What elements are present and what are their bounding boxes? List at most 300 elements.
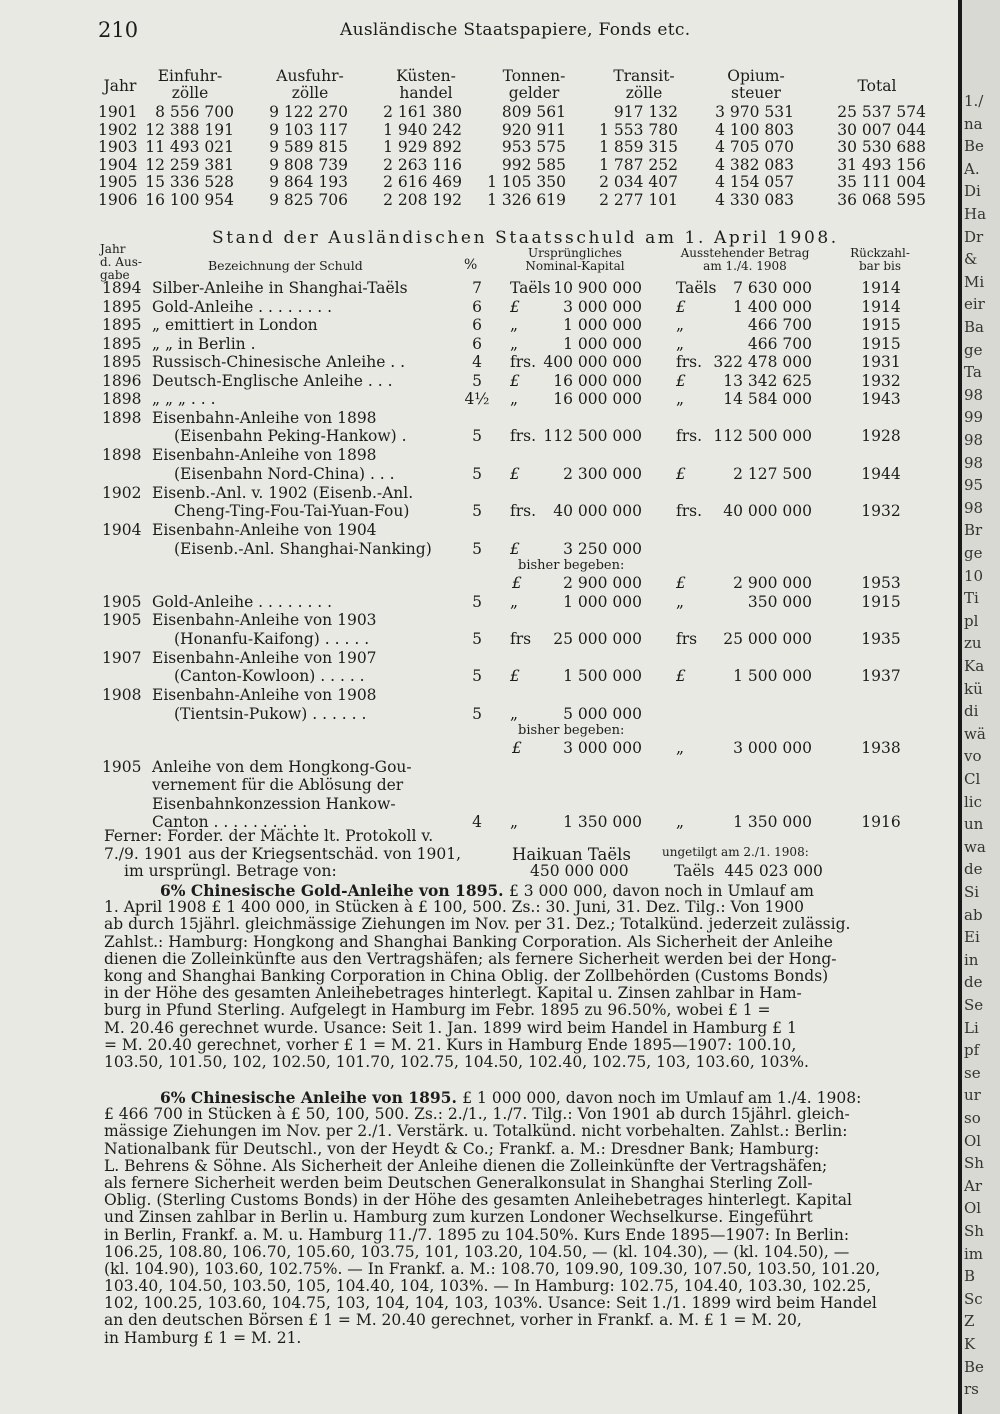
revenue-cell: 992 585 [501,155,566,174]
paragraph-line: Nationalbank für Deutschl., von der Heydt & Co.; Frankf. a. M.: Dresdner Bank; Hamburg: [104,1139,820,1158]
revenue-header-import: Einfuhr- zölle [157,67,223,102]
debt-row-percent: 5 [472,371,482,390]
revenue-cell: 2 263 116 [383,155,462,174]
revenue-cell: 4 154 057 [715,173,794,192]
revenue-cell: 2 616 469 [383,173,462,192]
debt-row-repayable: 1937 [861,667,901,685]
debt-row-repayable: 1943 [861,390,901,408]
adjacent-page-fragment: Ha [964,205,987,223]
debt-row-repayable: 1932 [861,371,901,390]
debt-header-name: Bezeichnung der Schuld [208,258,363,273]
debt-row-currency-out: £ [676,667,686,685]
debt-row-currency-out: £ [676,464,686,483]
debt-row-repayable: 1944 [861,464,901,483]
adjacent-page-fragment: so [964,1109,981,1127]
adjacent-page-fragment: Sc [964,1289,983,1308]
paragraph-line: 6% Chinesische Gold-Anleihe von 1895. £ 3 000 000, davon noch in Umlauf am [160,881,814,900]
adjacent-page-fragment: pl [964,611,979,630]
debt-row-name: Eisenbahn-Anleihe von 1907 [152,648,377,667]
debt-row-currency-out: „ [676,390,685,408]
debt-row-outstanding: 2 900 000 [733,573,812,592]
adjacent-page-fragment: A. [964,159,980,178]
debt-row-name: Eisenbahn-Anleihe von 1904 [152,521,377,539]
debt-row-outstanding: 7 630 000 [733,279,812,297]
adjacent-page-fragment: Cl [964,770,981,788]
adjacent-page-fragment: Be [964,137,984,156]
debt-row-currency-out: „ [676,592,685,611]
debt-row-name: „ „ „ . . . [152,390,216,408]
adjacent-page-fragment: Ei [964,928,980,947]
debt-row-note: bisher begeben: [518,722,625,738]
debt-row-repayable: 1953 [861,573,901,592]
adjacent-page-fragment: eir [964,295,985,314]
revenue-cell: 30 007 044 [837,120,926,139]
adjacent-page-fragment: 98 [964,385,984,404]
debt-row-name: (Honanfu-Kaifong) . . . . . [174,629,370,648]
revenue-cell: 11 493 021 [145,138,234,157]
debt-row-currency-out: frs. [676,427,703,445]
debt-row-outstanding: 2 127 500 [733,464,812,483]
paragraph-heading: 6% Chinesische Gold-Anleihe von 1895. [160,881,509,900]
debt-row-name: (Tientsin-Pukow) . . . . . . [174,704,367,723]
debt-row-year: 1895 [102,297,142,316]
debt-row-currency-issued: £ [512,573,522,592]
adjacent-page-fragment: Si [964,883,980,901]
loan-1895-paragraph [104,1089,950,1347]
revenue-cell: 12 388 191 [145,120,234,139]
adjacent-page-fragment: Sh [964,1222,984,1240]
adjacent-page-fragment: ge [964,340,983,359]
revenue-cell: 1 929 892 [383,138,462,157]
debt-row-name: (Eisenb.-Anl. Shanghai-Nanking) [174,539,432,558]
debt-row-year: 1894 [102,279,142,297]
paragraph-line: und Zinsen zahlbar in Berlin u. Hamburg zum kurzen Londoner Wechselkurse. Eingeführt [104,1208,813,1227]
debt-row-year: 1907 [102,648,142,667]
debt-row-name: „ emittiert in London [152,316,318,334]
paragraph-line: an den deutschen Börsen £ 1 = M. 20.40 gerechnet, vorher in Frankf. a. M. £ 1 = M. 20, [104,1311,802,1330]
revenue-cell: 1 326 619 [487,191,566,209]
debt-row-year: 1895 [102,353,142,371]
debt-row-name: Eisenbahn-Anleihe von 1898 [152,446,377,464]
revenue-cell: 1 105 350 [487,173,566,192]
haikuan-amount: 450 000 000 [530,862,629,880]
debt-row-currency: „ [510,704,519,723]
debt-row-name: Cheng-Ting-Fou-Tai-Yuan-Fou) [174,502,410,520]
debt-row-year: 1896 [102,371,142,390]
debt-row-currency: frs. [510,502,537,520]
debt-row-year: 1905 [102,611,142,629]
debt-row-percent: 5 [472,629,482,648]
revenue-cell: 2 277 101 [599,191,678,209]
debt-row-percent: 5 [472,667,482,685]
debt-row-currency: frs. [510,427,537,445]
adjacent-page-fragment: Ka [964,657,985,675]
adjacent-page-fragment: 98 [964,498,984,517]
debt-row-outstanding: 40 000 000 [723,502,812,520]
revenue-header-year: Jahr [103,77,137,95]
adjacent-page-fragment: zu [964,634,982,653]
haikuan-label: Haikuan Taëls [512,845,631,864]
debt-row-repayable: 1938 [861,738,901,757]
debt-row-repayable: 1932 [861,502,901,520]
adjacent-page-fragment: wä [964,724,986,743]
adjacent-page-fragment: na [964,114,983,133]
debt-row-name: Eisenbahn-Anleihe von 1903 [152,611,377,629]
debt-row-currency: „ [510,592,519,611]
debt-row-percent: 6 [472,316,482,334]
debt-row-nominal: 112 500 000 [543,427,642,445]
debt-row-currency-out: „ [676,334,685,353]
adjacent-page-fragment: Z [964,1312,975,1331]
adjacent-page-fragment: wa [964,837,986,856]
revenue-cell: 917 132 [613,103,678,121]
adjacent-page-fragment: se [964,1063,981,1082]
adjacent-page-fragment: Sh [964,1154,984,1173]
adjacent-page-fragment: ur [964,1086,981,1105]
adjacent-page-fragment: B [964,1267,976,1286]
paragraph-line: 103.40, 104.50, 103.50, 105, 104.40, 104, 103%. — In Hamburg: 102.75, 104.40, 103.30, 102.25, [104,1277,872,1296]
paragraph-line: kong and Shanghai Banking Corporation in China Oblig. der Zollbehörden (Customs Bonds) [104,966,829,985]
revenue-cell: 809 561 [501,103,566,121]
debt-row-year: 1895 [102,334,142,353]
debt-row-currency: „ [510,390,519,408]
revenue-header-tonnage: Tonnen- gelder [502,67,566,102]
revenue-cell: 1 553 780 [599,120,678,139]
debt-row-repayable: 1915 [861,592,901,611]
debt-row-currency-out: „ [676,738,685,757]
revenue-header-coastal: Küsten- handel [396,67,456,102]
debt-row-name: (Eisenbahn Nord-China) . . . [174,464,395,483]
revenue-cell: 953 575 [501,138,566,157]
debt-row-outstanding: 322 478 000 [713,353,812,371]
adjacent-page-fragment: Br [964,521,983,540]
adjacent-page-fragment: Ar [964,1176,983,1195]
debt-row-year: 1898 [102,446,142,464]
revenue-cell: 30 530 688 [837,138,926,157]
revenue-cell: 4 100 803 [715,120,794,139]
debt-row-nominal: 1 000 000 [563,316,642,334]
revenue-header-opium: Opium- steuer [727,67,785,102]
debt-row-repayable: 1928 [861,427,901,445]
debt-row-percent: 6 [472,297,482,316]
debt-row-currency-out: £ [676,297,686,316]
debt-row-percent: 4 [472,813,482,831]
debt-header-nominal: Ursprüngliches Nominal-Kapital [525,246,625,273]
debt-row-percent: 5 [472,539,482,558]
debt-row-name: Eisenb.-Anl. v. 1902 (Eisenb.-Anl. [152,483,414,502]
debt-row-currency: „ [510,316,519,334]
revenue-cell: 9 825 706 [269,191,348,209]
adjacent-page-fragment: Ol [964,1131,982,1150]
debt-row-currency: £ [510,297,520,316]
paragraph-line: als fernere Sicherheit werden beim Deutschen Generalkonsulat in Shanghai Sterling Zoll- [104,1173,813,1192]
revenue-cell: 9 589 815 [269,138,348,157]
revenue-header-total: Total [857,77,897,95]
debt-row-repayable: 1931 [861,353,901,371]
debt-header-repayable: Rückzahl- bar bis [850,246,910,273]
debt-row-repayable: 1935 [861,629,901,648]
revenue-cell: 4 705 070 [715,138,794,157]
debt-row-nominal: 400 000 000 [543,353,642,371]
adjacent-page-fragment: 1./ [964,92,984,110]
debt-row-repayable: 1915 [861,334,901,353]
paragraph-heading: 6% Chinesische Anleihe von 1895. [160,1088,463,1107]
debt-row-currency: „ [510,334,519,353]
debt-row-outstanding: 25 000 000 [723,629,812,648]
adjacent-page-fragment: de [964,973,983,992]
debt-row-percent: 4½ [464,390,490,408]
debt-row-currency-out: £ [676,573,686,592]
adjacent-page-fragment: 99 [964,408,984,427]
revenue-cell: 1 940 242 [383,120,462,139]
debt-row-outstanding: 1 400 000 [733,297,812,316]
debt-row-name: Gold-Anleihe . . . . . . . . [152,297,333,316]
revenue-cell: 9 122 270 [269,103,348,121]
debt-row-year: 1908 [102,686,142,704]
debt-row-currency: frs. [510,353,537,371]
debt-row-currency-out: frs. [676,502,703,520]
debt-row-name: Deutsch-Englische Anleihe . . . [152,371,393,390]
debt-row-year: 1898 [102,408,142,427]
reparations-line-2: 7./9. 1901 aus der Kriegsentschäd. von 1901, [104,845,462,863]
debt-row-name: (Canton-Kowloon) . . . . . [174,667,365,685]
debt-row-percent: 5 [472,592,482,611]
adjacent-page-fragment: im [964,1244,984,1263]
debt-row-nominal: 25 000 000 [553,629,642,648]
adjacent-page-fragment: Ba [964,318,984,336]
debt-row-name: Eisenbahn-Anleihe von 1898 [152,408,377,427]
debt-row-name: Canton . . . . . . . . . . [152,813,308,831]
paragraph-line: (kl. 104.90), 103.60, 102.75%. — In Frankf. a. M.: 108.70, 109.90, 109.30, 107.50, 103.50, 101.20, [104,1259,881,1278]
debt-row-percent: 5 [472,464,482,483]
debt-row-repayable: 1916 [861,813,901,831]
paragraph-line: mässige Ziehungen im Nov. per 2./1. Verstärk. u. Totalkünd. nicht vorbehalten. Zahlst.: Berlin: [104,1122,848,1141]
adjacent-page-fragment: ge [964,544,983,562]
debt-header-percent: % [464,257,478,273]
paragraph-line: dienen die Zolleinkünfte aus den Vertragshäfen; als fernere Sicherheit werden bei der Hong- [104,949,837,968]
revenue-cell: 4 330 083 [715,191,794,209]
adjacent-page-fragment: Li [964,1018,979,1037]
adjacent-page-fragment: 10 [964,566,984,585]
revenue-cell: 9 103 117 [269,120,348,139]
adjacent-page-fragment: un [964,815,984,834]
debt-header-year: Jahr d. Aus- gabe [100,242,142,282]
adjacent-page-fragment: ab [964,905,983,924]
adjacent-page-fragment: 98 [964,453,984,472]
adjacent-page-fragment: Se [964,996,984,1014]
debt-row-outstanding: 1 500 000 [733,667,812,685]
paragraph-line: 102, 100.25, 103.60, 104.75, 103, 104, 104, 103, 103%. Usance: Seit 1./1. 1899 wird beim Handel [104,1294,877,1313]
debt-row-currency: £ [510,539,520,558]
adjacent-page-fragment: Ti [964,589,979,608]
debt-row-currency-out: Taëls [676,279,717,297]
ungetilgt-label: ungetilgt am 2./1. 1908: [662,845,809,859]
debt-row-name: Silber-Anleihe in Shanghai-Taëls [152,279,408,297]
revenue-cell: 9 808 739 [269,155,348,174]
paragraph-line: 106.25, 108.80, 106.70, 105.60, 103.75, 101, 103.20, 104.50, — (kl. 104.30), — (kl. 104.50), — [104,1242,850,1261]
revenue-cell: 9 864 193 [269,173,348,192]
debt-row-name: Russisch-Chinesische Anleihe . . [152,353,406,371]
debt-row-percent: 6 [472,334,482,353]
debt-row-percent: 5 [472,704,482,723]
paragraph-line: burg in Pfund Sterling. Aufgelegt in Hamburg im Febr. 1895 zu 96.50%, wobei £ 1 = [104,1001,771,1020]
debt-row-currency-issued: £ [512,738,522,757]
reparations-line-1: Ferner: Forder. der Mächte lt. Protokoll v. [104,827,434,845]
adjacent-page-fragment: de [964,860,983,879]
debt-row-repayable: 1914 [861,297,901,316]
revenue-cell: 1906 [98,191,138,209]
debt-row-repayable: 1914 [861,279,901,297]
debt-row-nominal: 1 350 000 [563,813,642,831]
revenue-cell: 35 111 004 [837,173,926,192]
debt-row-year: 1902 [102,483,142,502]
paragraph-line: £ 466 700 in Stücken à £ 50, 100, 500. Zs.: 2./1., 1./7. Tilg.: Von 1901 ab durch 15jährl. gleich- [104,1105,850,1124]
adjacent-page-fragment: lic [964,792,982,811]
revenue-header-export: Ausfuhr- zölle [276,67,344,102]
adjacent-page-fragment: vo [964,747,982,766]
debt-row-currency-out: £ [676,371,686,390]
paragraph-line: in Berlin, Frankf. a. M. u. Hamburg 11./7. 1895 zu 104.50%. Kurs Ende 1895—1907: In Berlin: [104,1225,850,1244]
page-number: 210 [98,18,139,42]
revenue-cell: 1901 [98,103,138,121]
paragraph-line: in Hamburg £ 1 = M. 21. [104,1328,302,1347]
debt-row-percent: 5 [472,427,482,445]
debt-row-outstanding: 466 700 [747,316,812,334]
revenue-cell: 2 208 192 [383,191,462,209]
debt-row-name: Eisenbahnkonzession Hankow- [152,794,396,813]
debt-row-currency-out: „ [676,316,685,334]
debt-row-year: 1898 [102,390,142,408]
debt-row-currency: £ [510,667,520,685]
debt-row-currency: £ [510,371,520,390]
debt-row-outstanding: 350 000 [747,592,812,611]
paragraph-line: M. 20.46 gerechnet wurde. Usance: Seit 1. Jan. 1899 wird beim Handel in Hamburg £ 1 [104,1018,797,1037]
adjacent-page-fragment: Be [964,1357,984,1376]
debt-row-year: 1904 [102,521,142,539]
debt-row-nominal: 16 000 000 [553,390,642,408]
debt-row-name: (Eisenbahn Peking-Hankow) . [174,427,407,445]
debt-row-nominal: 3 250 000 [563,539,642,558]
debt-row-percent: 4 [472,353,482,371]
debt-row-currency: Taëls [510,279,551,297]
adjacent-page-fragment: Dr [964,227,984,246]
paragraph-line: ab durch 15jährl. gleichmässige Ziehungen im Nov. per 31. Dez.; Totalkünd. jederzeit zulässig. [104,915,851,934]
ungetilgt-amount: Taëls 445 023 000 [674,862,823,880]
revenue-cell: 4 382 083 [715,155,794,174]
debt-row-nominal-issued: 2 900 000 [563,573,642,592]
debt-row-name: Gold-Anleihe . . . . . . . . [152,592,333,611]
paragraph-line: 103.50, 101.50, 102, 102.50, 101.70, 102.75, 104.50, 102.40, 102.75, 103, 103.60, 103%. [104,1052,809,1071]
adjacent-page-fragment: Ol [964,1199,982,1218]
revenue-cell: 12 259 381 [145,155,234,174]
debt-row-outstanding: 1 350 000 [733,813,812,831]
debt-row-currency-out: „ [676,813,685,831]
revenue-cell: 2 034 407 [599,173,678,192]
revenue-cell: 8 556 700 [155,103,234,121]
debt-row-name: „ „ in Berlin . [152,334,256,353]
debt-row-currency-out: frs [676,629,698,648]
revenue-cell: 31 493 156 [837,155,926,174]
debt-row-outstanding: 112 500 000 [713,427,812,445]
revenue-cell: 920 911 [501,120,566,139]
debt-row-percent: 7 [472,279,482,297]
revenue-cell: 3 970 531 [715,103,794,121]
adjacent-page-fragment: Di [964,182,981,201]
revenue-cell: 1 859 315 [599,138,678,157]
debt-header-outstanding: Ausstehender Betrag am 1./4. 1908 [680,246,810,273]
debt-row-currency: £ [510,464,520,483]
debt-row-nominal: 40 000 000 [553,502,642,520]
paragraph-line: 1. April 1908 £ 1 400 000, in Stücken à £ 100, 500. Zs.: 30. Juni, 31. Dez. Tilg.: Von 1900 [104,898,804,917]
debt-row-outstanding: 466 700 [747,334,812,353]
debt-row-repayable: 1915 [861,316,901,334]
paragraph-line: Zahlst.: Hamburg: Hongkong and Shanghai Banking Corporation. Als Sicherheit der Anleihe [104,932,833,951]
revenue-header-transit: Transit- zölle [613,67,675,102]
debt-row-nominal: 16 000 000 [553,371,642,390]
debt-row-outstanding: 13 342 625 [723,371,812,390]
debt-row-name: vernement für die Ablösung der [152,776,404,794]
debt-row-nominal: 1 000 000 [563,334,642,353]
debt-row-nominal: 3 000 000 [563,297,642,316]
revenue-cell: 16 100 954 [145,191,234,209]
debt-row-outstanding: 3 000 000 [733,738,812,757]
revenue-cell: 1903 [98,138,138,157]
revenue-cell: 1905 [98,173,138,192]
debt-row-name: Eisenbahn-Anleihe von 1908 [152,686,377,704]
adjacent-page-fragment: in [964,950,979,969]
adjacent-page-fragment: rs [964,1380,979,1399]
debt-row-nominal: 1 500 000 [563,667,642,685]
debt-row-nominal: 10 900 000 [553,279,642,297]
adjacent-page-fragment: kü [964,679,983,698]
debt-row-currency: „ [510,813,519,831]
reparations-line-3: im ursprüngl. Betrage von: [124,862,337,880]
debt-row-nominal: 2 300 000 [563,464,642,483]
debt-row-note: bisher begeben: [518,557,625,573]
debt-row-nominal: 5 000 000 [563,704,642,723]
debt-row-name: Anleihe von dem Hongkong-Gou- [152,757,412,776]
adjacent-page-fragment: Ta [964,363,982,382]
debt-row-nominal-issued: 3 000 000 [563,738,642,757]
revenue-cell: 15 336 528 [145,173,234,192]
adjacent-page-fragment: pf [964,1041,980,1060]
paragraph-line: Oblig. (Sterling Customs Bonds) in der Höhe des gesamten Anleihebetrages hinterlegt. Kapital [104,1191,852,1210]
debt-row-currency-out: frs. [676,353,703,371]
adjacent-page-fragment: K [964,1335,976,1353]
paragraph-line: L. Behrens & Söhne. Als Sicherheit der Anleihe dienen die Zolleinkünfte der Vertragshäfen; [104,1156,828,1175]
debt-row-percent: 5 [472,502,482,520]
paragraph-line: 6% Chinesische Anleihe von 1895. £ 1 000 000, davon noch im Umlauf am 1./4. 1908: [160,1088,862,1107]
adjacent-page-fragment: Mi [964,272,985,291]
revenue-cell: 25 537 574 [837,103,926,121]
debt-row-currency: frs [510,629,532,648]
adjacent-page-fragment: 95 [964,476,984,495]
debt-row-year: 1905 [102,592,142,611]
paragraph-line: = M. 20.40 gerechnet, vorher £ 1 = M. 21. Kurs in Hamburg Ende 1895—1907: 100.10, [104,1035,797,1054]
debt-row-nominal: 1 000 000 [563,592,642,611]
adjacent-page-edge [958,0,1000,1414]
revenue-cell: 1 787 252 [599,155,678,174]
revenue-cell: 1904 [98,155,138,174]
paragraph-line: in der Höhe des gesamten Anleihebetrages hinterlegt. Kapital u. Zinsen zahlbar in Ham- [104,984,802,1003]
adjacent-page-fragment: di [964,702,979,721]
adjacent-page-fragment: & [964,250,978,269]
debt-row-year: 1895 [102,316,142,334]
adjacent-page-fragment: 98 [964,431,984,449]
debt-row-year: 1905 [102,757,142,776]
gold-loan-1895-paragraph [104,882,950,1071]
running-title: Ausländische Staatspapiere, Fonds etc. [340,20,691,40]
